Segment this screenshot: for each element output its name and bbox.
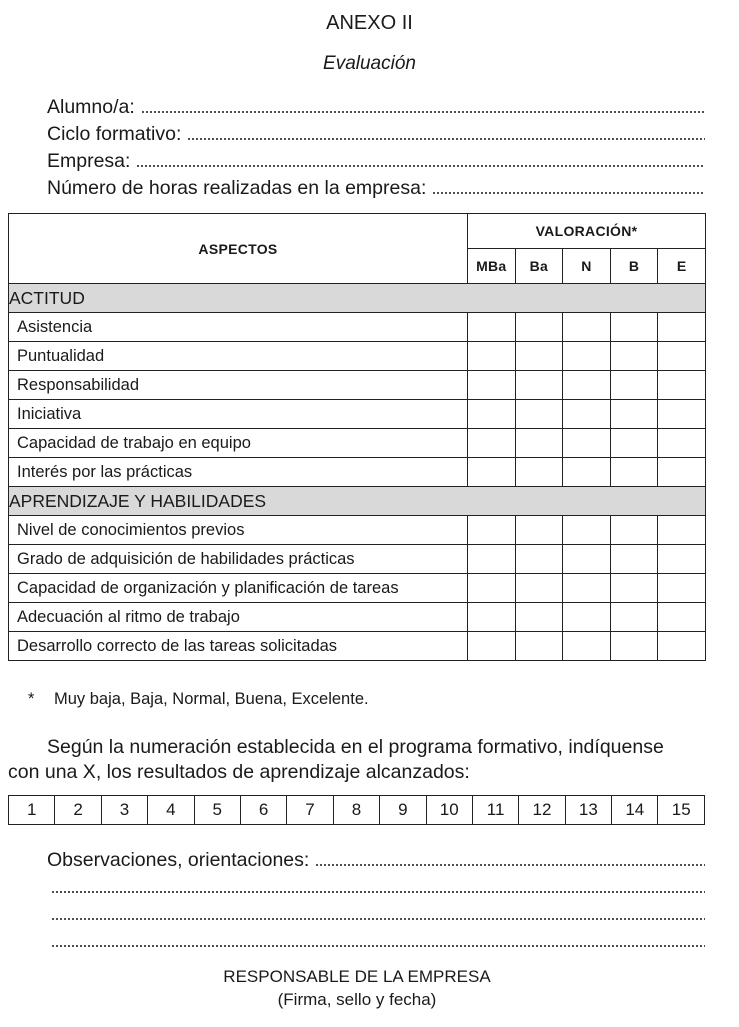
aspect-label: Nivel de conocimientos previos — [9, 516, 468, 545]
aspect-label: Capacidad de trabajo en equipo — [9, 429, 468, 458]
student-field[interactable] — [47, 95, 705, 119]
hours-label: Número de horas realizadas en la empresa: — [47, 177, 427, 199]
rating-cell-ba[interactable] — [515, 632, 563, 661]
result-cell-9[interactable]: 9 — [380, 796, 426, 825]
student-label: Alumno/a: — [47, 96, 135, 118]
rating-cell-b[interactable] — [610, 458, 658, 487]
table-row — [9, 371, 706, 400]
rating-cell-n[interactable] — [563, 400, 611, 429]
section-title: APRENDIZAJE Y HABILIDADES — [9, 487, 706, 516]
cycle-dotted-line[interactable] — [187, 137, 705, 141]
table-row — [9, 603, 706, 632]
rating-cell-n[interactable] — [563, 603, 611, 632]
section-row — [9, 487, 706, 516]
table-row — [9, 545, 706, 574]
col-header-b: B — [610, 249, 658, 284]
rating-cell-b[interactable] — [610, 632, 658, 661]
rating-cell-n[interactable] — [563, 632, 611, 661]
rating-cell-n[interactable] — [563, 574, 611, 603]
rating-cell-e[interactable] — [658, 400, 706, 429]
result-cell-11[interactable]: 11 — [472, 796, 518, 825]
table-row — [9, 458, 706, 487]
aspect-label: Puntualidad — [9, 342, 468, 371]
learning-results-table — [8, 795, 705, 825]
result-cell-7[interactable]: 7 — [287, 796, 333, 825]
result-cell-3[interactable]: 3 — [101, 796, 147, 825]
rating-cell-e[interactable] — [658, 371, 706, 400]
aspect-label: Interés por las prácticas — [9, 458, 468, 487]
aspect-label: Adecuación al ritmo de trabajo — [9, 603, 468, 632]
instruction-paragraph — [8, 735, 708, 785]
note-marker: * — [28, 690, 35, 708]
rating-cell-n[interactable] — [563, 516, 611, 545]
table-row — [9, 516, 706, 545]
section-title: ACTITUD — [9, 284, 706, 313]
rating-cell-mba[interactable] — [468, 603, 516, 632]
rating-cell-ba[interactable] — [515, 371, 563, 400]
rating-cell-e[interactable] — [658, 429, 706, 458]
section-row — [9, 284, 706, 313]
signature-subtitle: (Firma, sello y fecha) — [277, 990, 437, 1009]
result-cell-12[interactable]: 12 — [519, 796, 565, 825]
company-dotted-line[interactable] — [136, 164, 705, 168]
rating-cell-n[interactable] — [563, 545, 611, 574]
rating-cell-b[interactable] — [610, 574, 658, 603]
aspect-label: Capacidad de organización y planificación de tareas — [9, 574, 468, 603]
rating-cell-ba[interactable] — [515, 516, 563, 545]
table-row — [9, 313, 706, 342]
aspect-label: Iniciativa — [9, 400, 468, 429]
rating-cell-e[interactable] — [658, 545, 706, 574]
table-row — [9, 400, 706, 429]
rating-cell-e[interactable] — [658, 632, 706, 661]
observations-line-3[interactable] — [51, 917, 705, 921]
table-row — [9, 429, 706, 458]
rating-cell-b[interactable] — [610, 400, 658, 429]
rating-cell-e[interactable] — [658, 516, 706, 545]
rating-legend-note — [28, 690, 369, 709]
result-cell-5[interactable]: 5 — [194, 796, 240, 825]
result-cell-4[interactable]: 4 — [148, 796, 194, 825]
col-header-n: N — [563, 249, 611, 284]
cycle-label: Ciclo formativo: — [47, 123, 182, 145]
observations-label: Observaciones, orientaciones: — [47, 849, 310, 871]
rating-cell-ba[interactable] — [515, 429, 563, 458]
signature-title: RESPONSABLE DE LA EMPRESA — [223, 967, 491, 986]
rating-cell-e[interactable] — [658, 458, 706, 487]
rating-cell-mba[interactable] — [468, 313, 516, 342]
rating-cell-mba[interactable] — [468, 400, 516, 429]
rating-cell-mba[interactable] — [468, 574, 516, 603]
observations-line-2[interactable] — [51, 890, 705, 894]
aspect-label: Desarrollo correcto de las tareas solicitadas — [9, 632, 468, 661]
col-header-e: E — [658, 249, 706, 284]
aspect-label: Asistencia — [9, 313, 468, 342]
rating-cell-n[interactable] — [563, 313, 611, 342]
result-cell-2[interactable]: 2 — [55, 796, 101, 825]
rating-cell-mba[interactable] — [468, 516, 516, 545]
rating-cell-ba[interactable] — [515, 458, 563, 487]
observations-dotted-line[interactable] — [315, 863, 705, 867]
table-row — [9, 342, 706, 371]
instruction-line-1: Según la numeración establecida en el programa formativo, indíquense — [47, 736, 664, 758]
note-text: Muy baja, Baja, Normal, Buena, Excelente. — [54, 690, 369, 708]
rating-cell-n[interactable] — [563, 371, 611, 400]
col-header-mba: MBa — [468, 249, 516, 284]
rating-cell-mba[interactable] — [468, 429, 516, 458]
instruction-line-2: con una X, los resultados de aprendizaje alcanzados: — [8, 761, 470, 783]
result-cell-10[interactable]: 10 — [426, 796, 472, 825]
rating-cell-ba[interactable] — [515, 574, 563, 603]
aspect-label: Responsabilidad — [9, 371, 468, 400]
document-title: ANEXO II — [326, 12, 413, 34]
rating-cell-mba[interactable] — [468, 632, 516, 661]
rating-cell-mba[interactable] — [468, 545, 516, 574]
company-label: Empresa: — [47, 150, 131, 172]
table-row — [9, 574, 706, 603]
result-cell-6[interactable]: 6 — [240, 796, 286, 825]
company-field[interactable] — [47, 149, 705, 173]
result-cell-13[interactable]: 13 — [565, 796, 611, 825]
rating-cell-ba[interactable] — [515, 400, 563, 429]
hours-dotted-line[interactable] — [432, 191, 705, 195]
result-cell-15[interactable]: 15 — [658, 796, 705, 825]
result-cell-14[interactable]: 14 — [612, 796, 658, 825]
rating-cell-ba[interactable] — [515, 545, 563, 574]
rating-cell-ba[interactable] — [515, 342, 563, 371]
student-dotted-line[interactable] — [141, 110, 705, 114]
rating-cell-e[interactable] — [658, 313, 706, 342]
rating-cell-b[interactable] — [610, 603, 658, 632]
rating-cell-ba[interactable] — [515, 603, 563, 632]
rating-cell-e[interactable] — [658, 574, 706, 603]
rating-cell-n[interactable] — [563, 429, 611, 458]
rating-cell-b[interactable] — [610, 429, 658, 458]
hours-field[interactable] — [47, 176, 705, 200]
aspects-header: ASPECTOS — [9, 214, 468, 284]
observations-line-4[interactable] — [51, 944, 705, 948]
rating-cell-b[interactable] — [610, 371, 658, 400]
result-cell-1[interactable]: 1 — [9, 796, 55, 825]
rating-cell-e[interactable] — [658, 603, 706, 632]
rating-cell-mba[interactable] — [468, 342, 516, 371]
rating-cell-mba[interactable] — [468, 371, 516, 400]
valoracion-header: VALORACIÓN* — [468, 214, 706, 249]
table-row — [9, 632, 706, 661]
rating-cell-n[interactable] — [563, 458, 611, 487]
rating-cell-ba[interactable] — [515, 313, 563, 342]
evaluation-table — [8, 213, 706, 661]
result-cell-8[interactable]: 8 — [333, 796, 379, 825]
rating-cell-b[interactable] — [610, 342, 658, 371]
col-header-ba: Ba — [515, 249, 563, 284]
rating-cell-n[interactable] — [563, 342, 611, 371]
observations-field[interactable] — [47, 848, 705, 872]
cycle-field[interactable] — [47, 122, 705, 146]
rating-cell-mba[interactable] — [468, 458, 516, 487]
rating-cell-b[interactable] — [610, 545, 658, 574]
rating-cell-e[interactable] — [658, 342, 706, 371]
rating-cell-b[interactable] — [610, 516, 658, 545]
rating-cell-b[interactable] — [610, 313, 658, 342]
document-subtitle: Evaluación — [323, 53, 416, 74]
aspect-label: Grado de adquisición de habilidades prácticas — [9, 545, 468, 574]
